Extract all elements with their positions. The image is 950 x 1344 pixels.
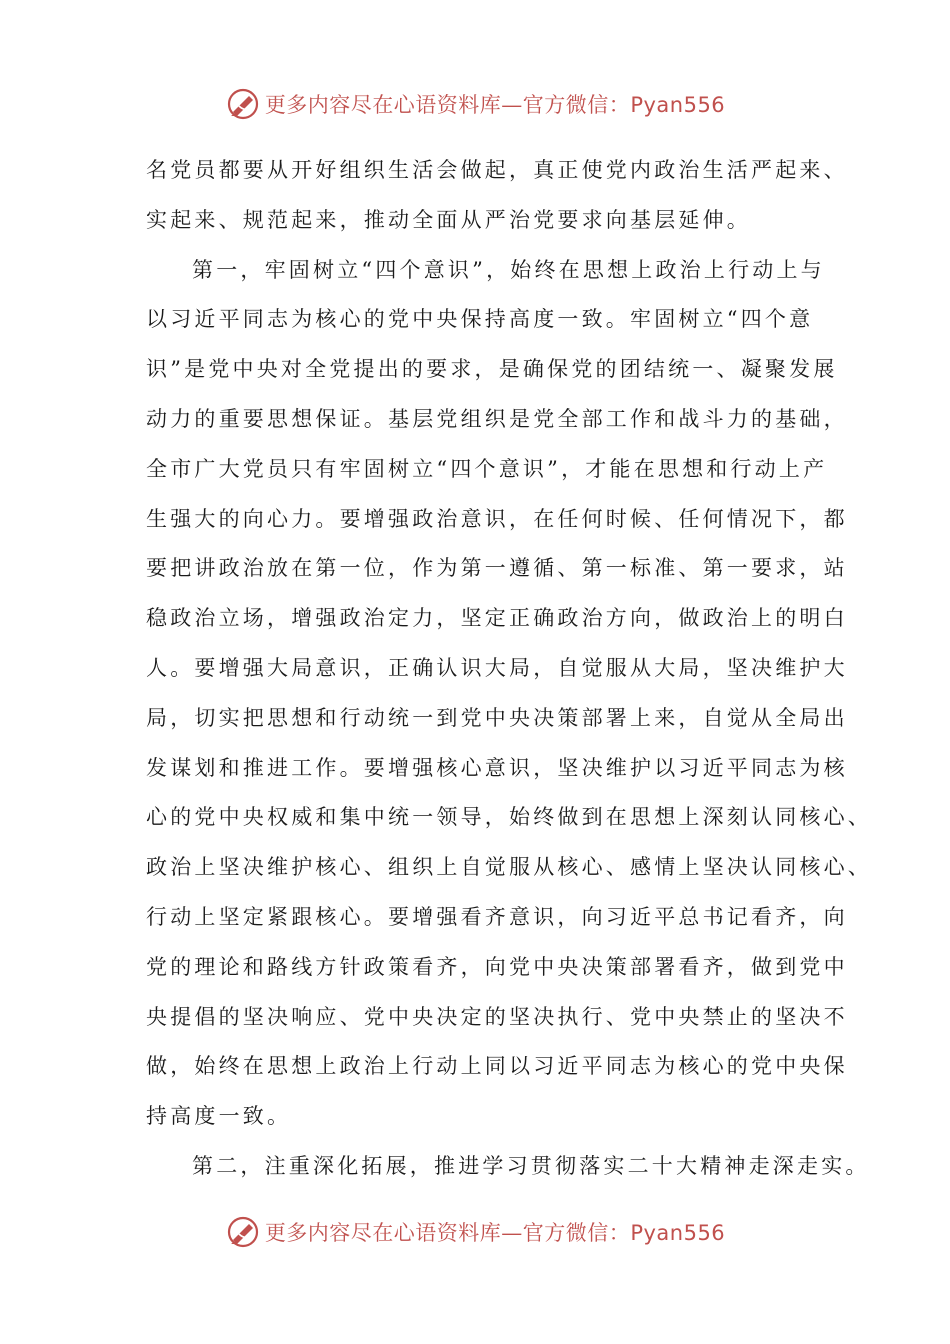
body-line: 全市广大党员只有牢固树立“四个意识”，才能在思想和行动上产 [146,456,828,481]
pen-logo-icon [225,1214,261,1250]
body-line: 持高度一致。 [146,1104,292,1129]
body-line: 心的党中央权威和集中统一领导，始终做到在思想上深刻认同核心、 [146,805,872,830]
document-body [146,146,872,1192]
footer-watermark-banner [0,1212,950,1252]
body-line: 名党员都要从开好组织生活会做起，真正使党内政治生活严起来、 [146,158,848,182]
body-line: 动力的重要思想保证。基层党组织是党全部工作和战斗力的基础， [146,406,848,431]
body-line: 央提倡的坚决响应、党中央决定的坚决执行、党中央禁止的坚决不 [146,1004,848,1029]
footer-wechat-id: Pyan556 [630,1221,726,1245]
body-line: 识”是党中央对全党提出的要求，是确保党的团结统一、凝聚发展 [146,357,838,382]
body-line: 行动上坚定紧跟核心。要增强看齐意识，向习近平总书记看齐，向 [146,904,848,929]
body-line: 党的理论和路线方针政策看齐，向党中央决策部署看齐，做到党中 [146,954,848,979]
body-line: 发谋划和推进工作。要增强核心意识，坚决维护以习近平同志为核 [146,755,848,780]
body-line: 生强大的向心力。要增强政治意识，在任何时候、任何情况下，都 [146,506,848,531]
paragraph-start-line: 第二，注重深化拓展，推进学习贯彻落实二十大精神走深走实。 [192,1153,870,1178]
paragraph-start-line: 第一，牢固树立“四个意识”，始终在思想上政治上行动上与 [192,257,825,282]
header-watermark-banner [0,84,950,124]
body-line: 以习近平同志为核心的党中央保持高度一致。牢固树立“四个意 [146,307,814,332]
body-line: 人。要增强大局意识，正确认识大局，自觉服从大局，坚决维护大 [146,655,848,680]
body-line: 做，始终在思想上政治上行动上同以习近平同志为核心的党中央保 [146,1054,848,1079]
header-watermark-text: 更多内容尽在心语资料库—官方微信：Pyan556 [264,93,726,117]
footer-watermark-text: 更多内容尽在心语资料库—官方微信：Pyan556 [264,1221,726,1245]
body-line: 局，切实把思想和行动统一到党中央决策部署上来，自觉从全局出 [146,705,848,730]
header-wechat-id: Pyan556 [630,93,726,117]
body-line: 实起来、规范起来，推动全面从严治党要求向基层延伸。 [146,207,751,232]
body-line: 稳政治立场，增强政治定力，坚定正确政治方向，做政治上的明白 [146,606,848,631]
body-line: 政治上坚决维护核心、组织上自觉服从核心、感情上坚决认同核心、 [146,855,872,880]
body-line: 要把讲政治放在第一位，作为第一遵循、第一标准、第一要求，站 [146,556,848,581]
pen-logo-icon [225,86,261,122]
